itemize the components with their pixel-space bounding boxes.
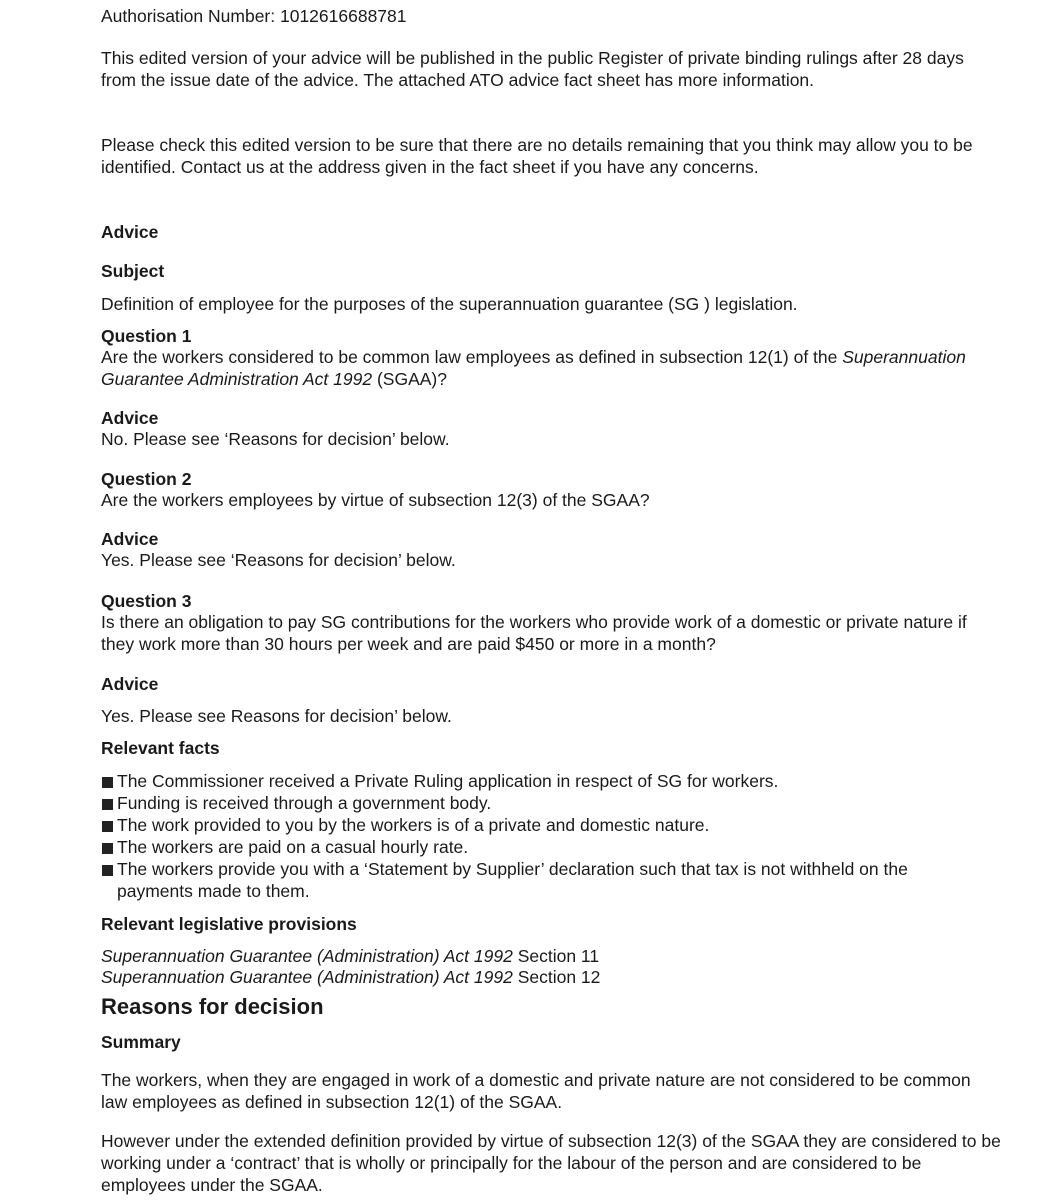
legislation-act: Superannuation Guarantee (Administration) Act 1992 bbox=[101, 967, 513, 987]
legislation-act: Superannuation Guarantee (Administration) Act 1992 bbox=[101, 946, 513, 966]
square-bullet-icon bbox=[102, 843, 113, 854]
intro-paragraph-2: Please check this edited version to be sure that there are no details remaining that you think may allow you to be identified. Contact us at the address given in the fact sheet if you have any concerns. bbox=[101, 135, 973, 177]
question-1-act-title: Superannuation Guarantee Administration Act 1992 bbox=[101, 347, 966, 389]
intro-paragraph-1: This edited version of your advice will be published in the public Register of private binding rulings after 28 days from the issue date of the advice. The attached ATO advice fact sheet has more information. bbox=[101, 48, 964, 90]
reasons-heading: Reasons for decision bbox=[101, 994, 324, 1019]
question-1-text-post: (SGAA)? bbox=[372, 369, 447, 389]
square-bullet-icon bbox=[102, 821, 113, 832]
question-1-text bbox=[101, 346, 1001, 390]
fact-item bbox=[101, 792, 961, 814]
legislation-heading: Relevant legislative provisions bbox=[101, 914, 357, 934]
fact-text: The workers provide you with a ‘Statement by Supplier’ declaration such that tax is not withheld on the payments made to them. bbox=[117, 859, 908, 901]
summary-paragraph-2: However under the extended definition provided by virtue of subsection 12(3) of the SGAA they are considered to be working under a ‘contract’ that is wholly or principally for the labour of the person and are considered to be employees under the SGAA. bbox=[101, 1131, 1001, 1195]
legislation-item bbox=[101, 966, 600, 988]
fact-item bbox=[101, 836, 961, 858]
question-3-heading: Question 3 bbox=[101, 591, 192, 611]
legislation-item bbox=[101, 945, 599, 967]
question-1-advice-heading: Advice bbox=[101, 408, 159, 428]
fact-item bbox=[101, 858, 961, 902]
question-2-advice: Yes. Please see ‘Reasons for decision’ below. bbox=[101, 550, 456, 570]
relevant-facts-list bbox=[101, 770, 961, 902]
square-bullet-icon bbox=[102, 865, 113, 876]
legislation-section: Section 11 bbox=[512, 946, 600, 966]
question-3-advice-heading: Advice bbox=[101, 674, 159, 694]
fact-item bbox=[101, 814, 961, 836]
advice-heading: Advice bbox=[101, 222, 159, 242]
fact-text: The Commissioner received a Private Ruling application in respect of SG for workers. bbox=[117, 771, 779, 791]
question-2-heading: Question 2 bbox=[101, 469, 192, 489]
summary-heading: Summary bbox=[101, 1032, 181, 1052]
question-1-advice: No. Please see ‘Reasons for decision’ below. bbox=[101, 429, 450, 449]
question-2-text: Are the workers employees by virtue of subsection 12(3) of the SGAA? bbox=[101, 490, 650, 510]
question-2-advice-heading: Advice bbox=[101, 529, 159, 549]
question-1-heading: Question 1 bbox=[101, 326, 192, 346]
question-1-text-pre: Are the workers considered to be common law employees as defined in subsection 12(1) of the bbox=[101, 347, 843, 367]
fact-text: Funding is received through a government body. bbox=[117, 793, 492, 813]
square-bullet-icon bbox=[102, 777, 113, 788]
fact-item bbox=[101, 770, 961, 792]
square-bullet-icon bbox=[102, 799, 113, 810]
subject-heading: Subject bbox=[101, 261, 165, 281]
legislation-section: Section 12 bbox=[512, 967, 601, 987]
summary-paragraph-1: The workers, when they are engaged in work of a domestic and private nature are not considered to be common law employees as defined in subsection 12(1) of the SGAA. bbox=[101, 1070, 971, 1112]
fact-text: The workers are paid on a casual hourly rate. bbox=[117, 837, 469, 857]
authorisation-number: Authorisation Number: 1012616688781 bbox=[101, 6, 407, 26]
subject-text: Definition of employee for the purposes of the superannuation guarantee (SG ) legislation. bbox=[101, 294, 798, 314]
question-3-advice: Yes. Please see Reasons for decision’ below. bbox=[101, 706, 452, 726]
question-3-text: Is there an obligation to pay SG contributions for the workers who provide work of a domestic or private nature if they work more than 30 hours per week and are paid $450 or more in a month? bbox=[101, 612, 967, 654]
fact-text: The work provided to you by the workers is of a private and domestic nature. bbox=[117, 815, 710, 835]
relevant-facts-heading: Relevant facts bbox=[101, 738, 220, 758]
